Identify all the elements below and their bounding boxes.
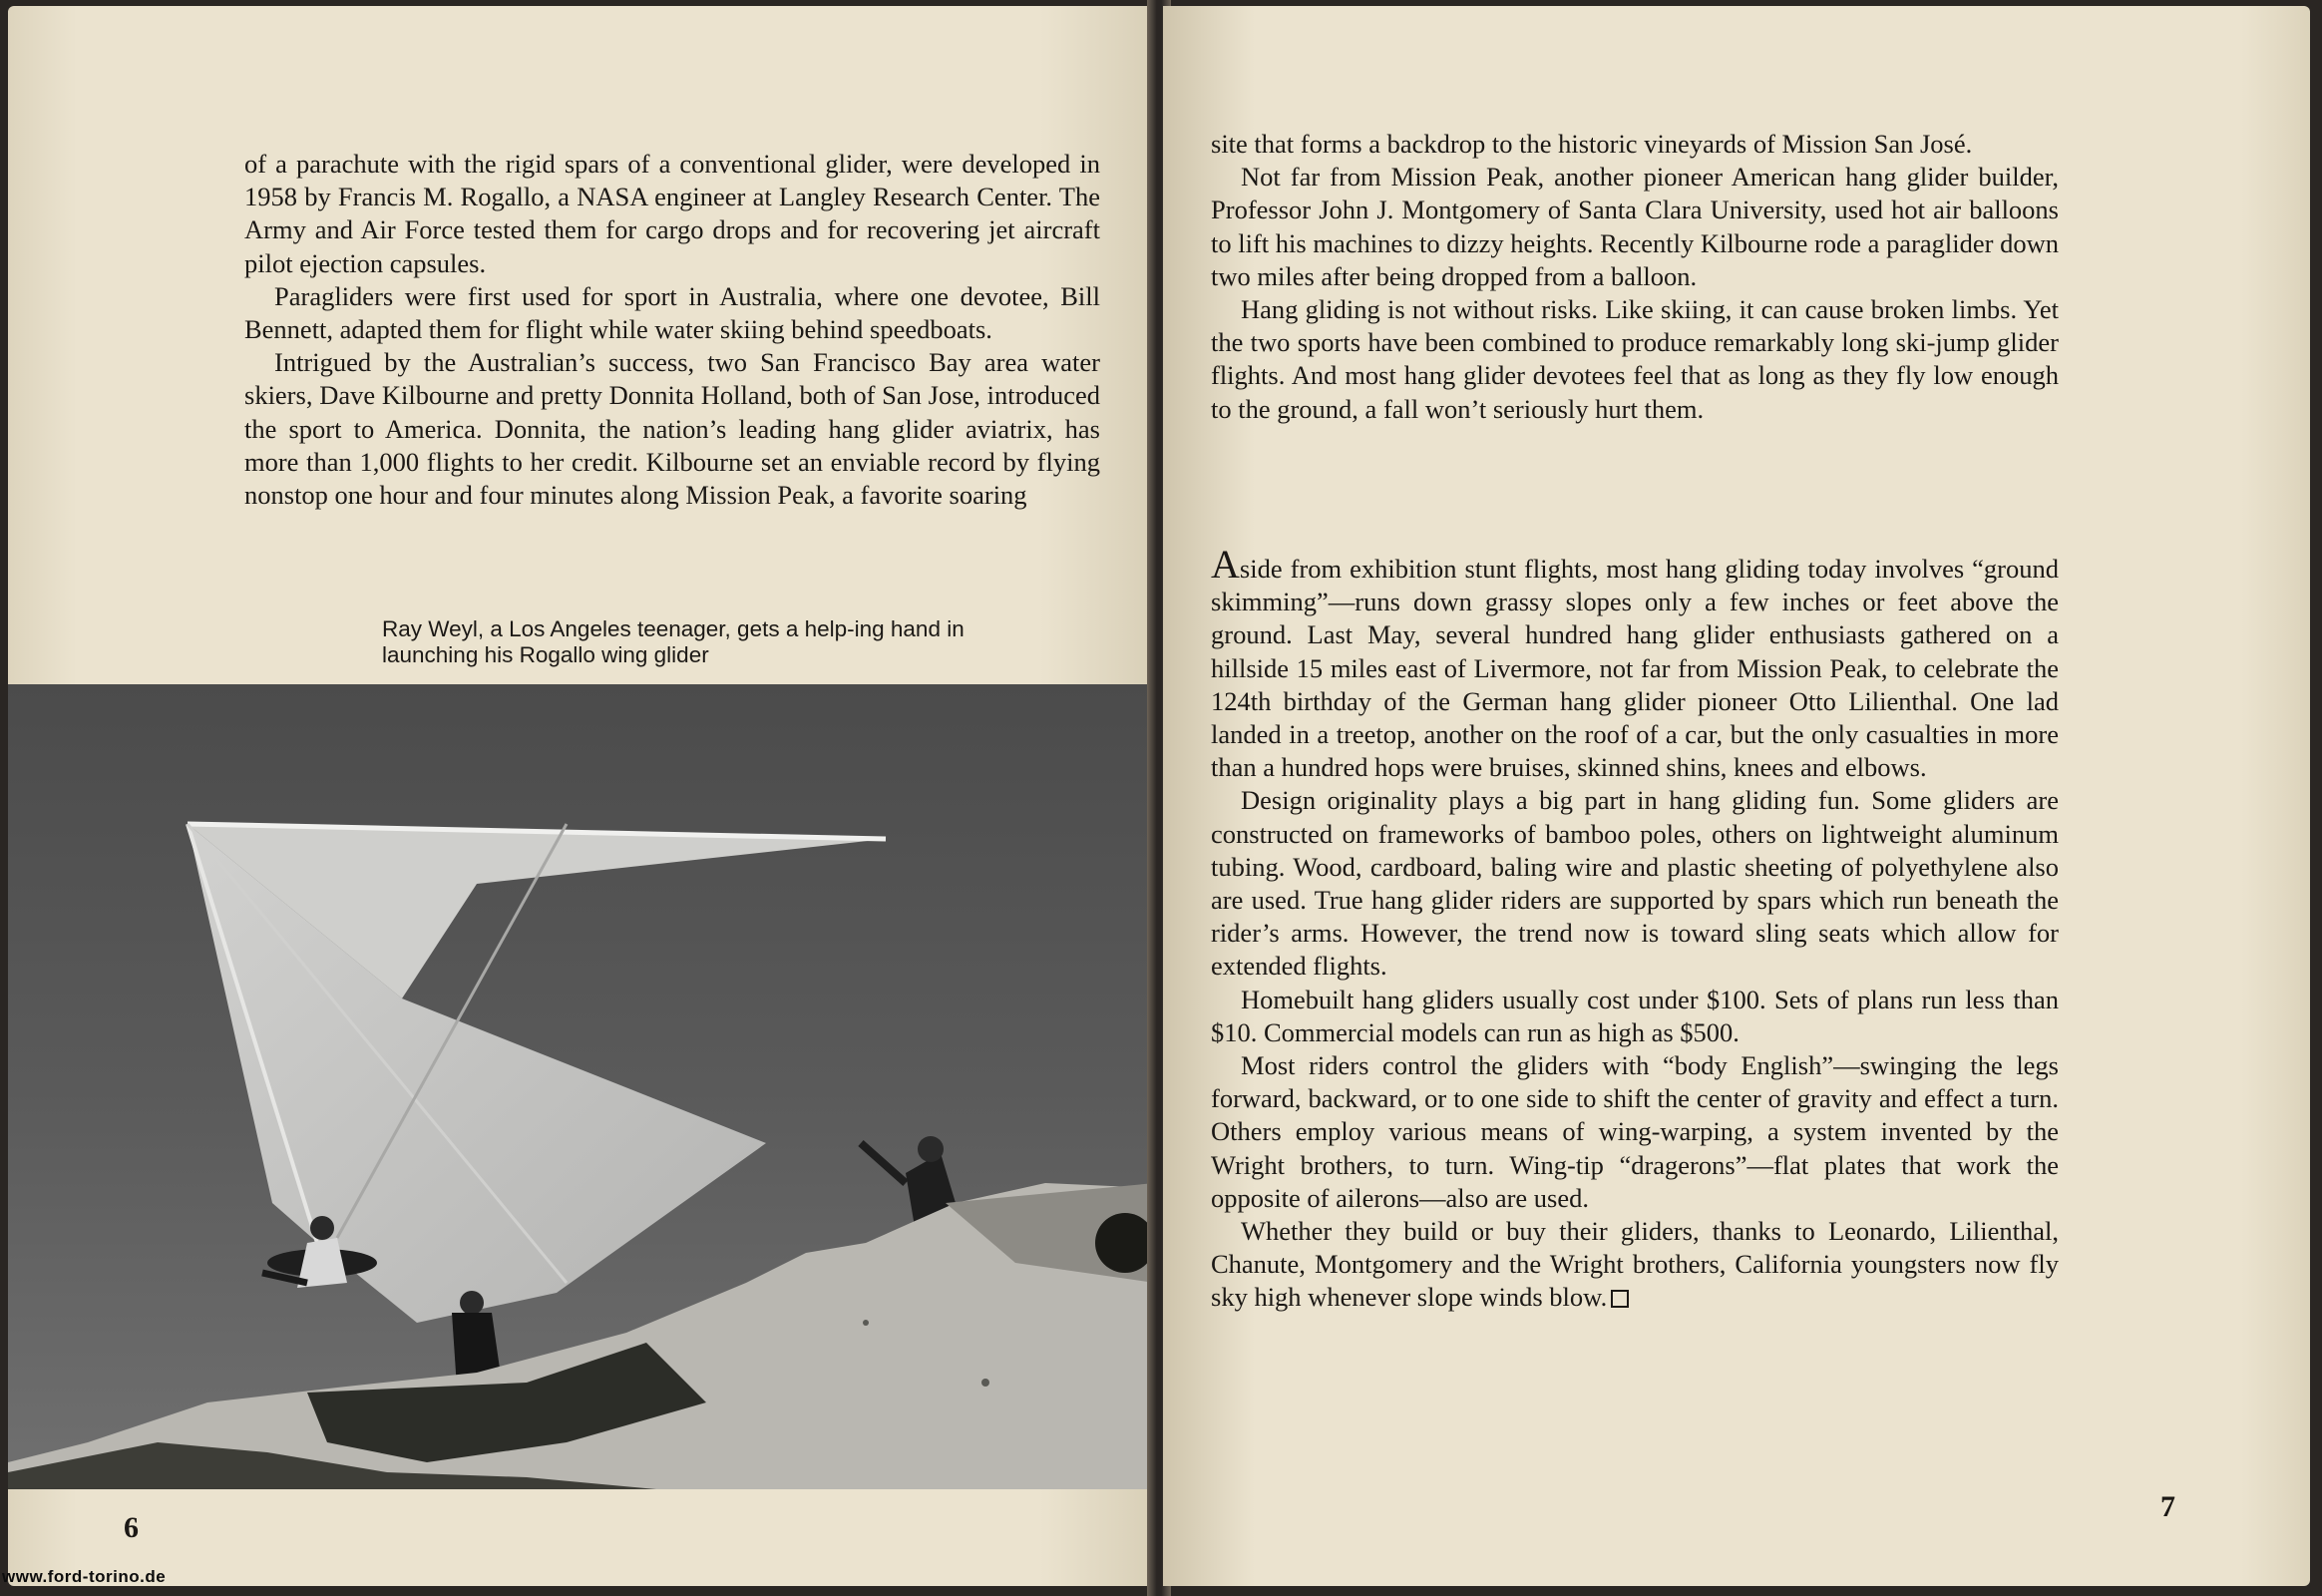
- hang-glider-photo: [8, 684, 1155, 1489]
- right-page-body-top: [1211, 128, 2059, 426]
- end-mark-icon: [1611, 1290, 1629, 1308]
- paragraph: site that forms a backdrop to the historic vineyards of Mission San José.: [1211, 129, 1973, 159]
- paragraph: Intrigued by the Australian’s success, two San Francisco Bay area water skiers, Dave Kilbourne and pretty Donnita Holland, both of San Jose, introduced the sport to America. Donnita, the nation’s leading hang glider aviatrix, has more than 1,000 flights to her credit. Kilbourne set an enviable record by flying nonstop one hour and four minutes along Mission Peak, a favorite soaring: [244, 347, 1100, 511]
- left-page: [8, 6, 1155, 1586]
- watermark: www.ford-torino.de: [2, 1567, 167, 1586]
- right-page-body-section: [1211, 542, 2059, 1315]
- right-page: [1163, 6, 2310, 1586]
- paragraph: Homebuilt hang gliders usually cost under $100. Sets of plans run less than $10. Commercial models can run as high as $500.: [1211, 984, 2059, 1047]
- page-number: 7: [2160, 1490, 2175, 1523]
- photo-caption: Ray Weyl, a Los Angeles teenager, gets a help-ing hand in launching his Rogallo wing glider: [382, 616, 965, 667]
- drop-cap: A: [1211, 542, 1240, 587]
- page-number: 6: [124, 1511, 139, 1544]
- left-page-body: [244, 148, 1100, 512]
- paragraph: Most riders control the gliders with “body English”—swinging the legs forward, backward, or to one side to shift the center of gravity and effect a turn. Others employ various means of wing-warping, a system invented by the Wright brothers, to turn. Wing-tip “dragerons”—flat plates that work the opposite of ailerons—also are used.: [1211, 1050, 2059, 1213]
- paragraph: [1211, 1215, 2059, 1315]
- paragraph: of a parachute with the rigid spars of a conventional glider, were developed in 1958 by Francis M. Rogallo, a NASA engineer at Langley Research Center. The Army and Air Force tested them for cargo drops and for recovering jet aircraft pilot ejection capsules.: [244, 149, 1100, 278]
- paragraph: Paragliders were first used for sport in Australia, where one devotee, Bill Bennett, adapted them for flight while water skiing behind speedboats.: [244, 280, 1100, 345]
- paragraph: [1211, 542, 2059, 784]
- paragraph-text: side from exhibition stunt flights, most hang gliding today involves “ground skimming”—runs down grassy slopes only a few inches or feet above the ground. Last May, several hundred hang glider enthusiasts gathered on a hillside 15 miles east of Livermore, not far from Mission Peak, to celebrate the 124th birthday of the German hang glider pioneer Otto Lilienthal. One lad landed in a treetop, another on the roof of a car, but the only casualties in more than a hundred hops were bruises, skinned shins, knees and elbows.: [1211, 554, 2059, 783]
- paragraph: Design originality plays a big part in hang gliding fun. Some gliders are constructed on frameworks of bamboo poles, others on lightweight aluminum tubing. Wood, cardboard, baling wire and plastic sheeting of polyethylene also are used. True hang glider riders are supported by spars which run beneath the rider’s arms. However, the trend now is toward sling seats which allow for extended flights.: [1211, 785, 2059, 982]
- paragraph: Not far from Mission Peak, another pioneer American hang glider builder, Professor John J. Montgomery of Santa Clara University, used hot air balloons to lift his machines to dizzy heights. Recently Kilbourne rode a paraglider down two miles after being dropped from a balloon.: [1211, 162, 2059, 291]
- paragraph: Hang gliding is not without risks. Like skiing, it can cause broken limbs. Yet the two sports have been combined to produce remarkably long ski-jump glider flights. And most hang glider devotees feel that as long as they fly low enough to the ground, a fall won’t seriously hurt them.: [1211, 294, 2059, 424]
- paragraph-text: Whether they build or buy their gliders, thanks to Leonardo, Lilienthal, Chanute, Montgomery and the Wright brothers, California youngsters now fly sky high whenever slope winds blow.: [1211, 1216, 2059, 1313]
